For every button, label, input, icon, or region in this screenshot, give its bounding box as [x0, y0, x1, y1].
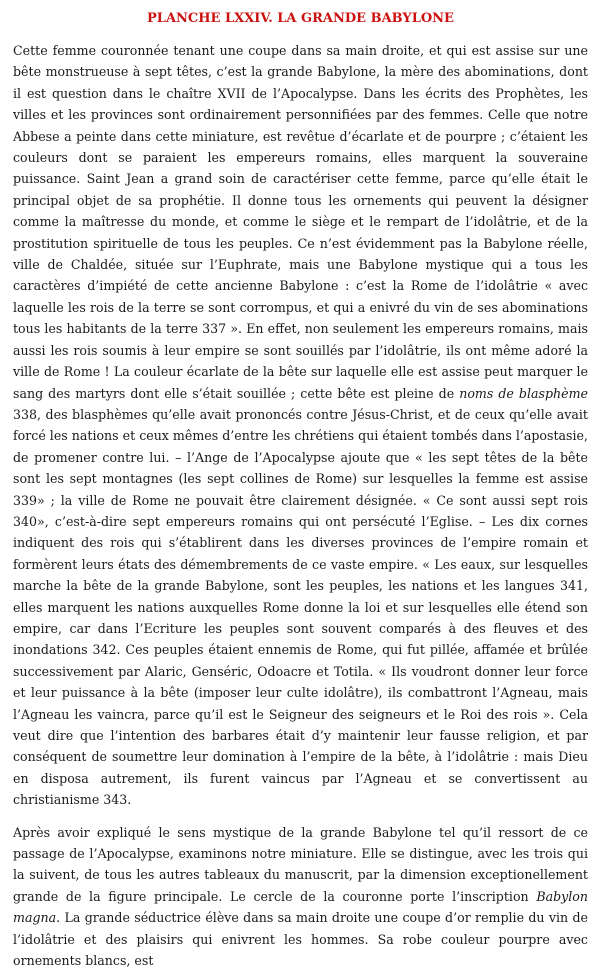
paragraph-2-italic-phrase: Babylon magna — [13, 888, 588, 926]
paragraph-1-text-2: 338, des blasphèmes qu’elle avait prononcés contre Jésus-Christ, et de ceux qu’elle avait forcé les nations et ceux mêmes d’entre les chrétiens qui étaient tombés dans l’apostasie, de promener contre lui. – l’Ange de l’Apocalypse ajoute que « les sept têtes de la bête sont les sept montagnes (les sept collines de Rome) sur lesquelles la femme est assise 339» ; la ville de Rome ne pouvait être clairement désignée. « Ce sont aussi sept rois 340», c’est-à-dire sept empereurs romains qui ont persécuté l’Eglise. – Les dix cornes indiquent des rois qui s’établirent dans les diverses provinces de l’empire romain et formèrent leurs états des démembrements de ce vaste empire. « Les eaux, sur lesquelles marche la bête de la grande Babylone, sont les peuples, les nations et les langues 341, elles marquent les nations auxquelles Rome donne la loi et sur lesquelles elle étend son empire, car dans l’Ecriture les peuples sont souvent comparés à des fleuves et des inondations 342. Ces peuples étaient ennemis de Rome, qui fut pillée, affamée et brûlée successivement par Alaric, Genséric, Odoacre et Totila. « Ils voudront donner leur force et leur puissance à la bête (imposer leur culte idolâtre), ils combattront l’Agneau, mais l’Agneau les vaincra, parce qu’il est le Seigneur des seigneurs et le Roi des rois ». Cela veut dire que l’intention des barbares était d’y maintenir leur fausse religion, et par conséquent de soumettre leur domination à l’empire de la bête, à l’idolâtrie : mais Dieu en disposa autrement, ils furent vaincus par l’Agneau et se convertissent au christianisme 343. — [13, 406, 588, 808]
page-title: PLANCHE LXXIV. LA GRANDE BABYLONE — [147, 11, 454, 26]
paragraph-1-italic-phrase: noms de blasphème — [459, 385, 588, 401]
paragraph-1 — [13, 40, 588, 811]
paragraph-1-text-1: Cette femme couronnée tenant une coupe dans sa main droite, et qui est assise sur une bête monstrueuse à sept têtes, c’est la grande Babylone, la mère des abominations, dont il est question dans le chaître XVII de l’Apocalypse. Dans les écrits des Prophètes, les villes et les provinces sont ordinairement personnifiées par des femmes. Celle que notre Abbese a peinte dans cette miniature, est revêtue d’écarlate et de pourpre ; c’étaient les couleurs dont se paraient les empereurs romains, elles marquent la souveraine puissance. Saint Jean a grand soin de caractériser cette femme, parce qu’elle était le principal objet de sa prophétie. Il donne tous les ornements qui peuvent la désigner comme la maîtresse du monde, et comme le siège et le rempart de l’idolâtrie, et de la prostitution spirituelle de tous les peuples. Ce n’est évidemment pas la Babylone réelle, ville de Chaldée, située sur l’Euphrate, mais une Babylone mystique qui a tous les caractères d’impiété de cette ancienne Babylone : c’est la Rome de l’idolâtrie « avec laquelle les rois de la terre se sont corrompus, et qui a enivré du vin de ses abominations tous les habitants de la terre 337 ». En effet, non seulement les empereurs romains, mais aussi les rois soumis à leur empire se sont souillés par l’idolâtrie, ils ont même adoré la ville de Rome ! La couleur écarlate de la bête sur laquelle elle est assise peut marquer le sang des martyrs dont elle s’était souillée ; cette bête est pleine de — [13, 43, 588, 401]
paragraph-2-text-2: . La grande séductrice élève dans sa main droite une coupe d’or remplie du vin de l’idolâtrie et des plaisirs qui enivrent les hommes. Sa robe couleur pourpre avec ornements blancs, est — [13, 910, 588, 969]
paragraph-2-text-1: Après avoir expliqué le sens mystique de la grande Babylone tel qu’il ressort de ce passage de l’Apocalypse, examinons notre miniature. Elle se distingue, avec les trois qui la suivent, de tous les autres tableaux du manuscrit, par la dimension exceptionellement grande de la figure principale. Le cercle de la couronne porte l’inscription — [13, 824, 588, 904]
paragraph-2 — [13, 822, 588, 971]
